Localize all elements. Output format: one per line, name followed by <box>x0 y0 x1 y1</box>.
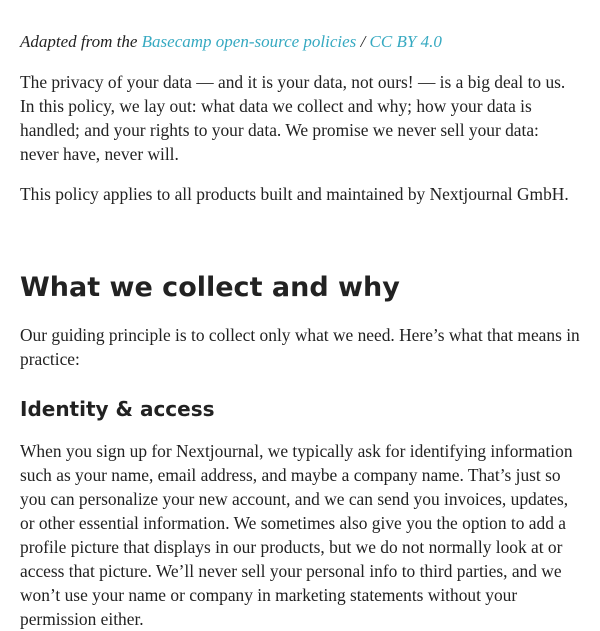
section-heading-what-we-collect: What we collect and why <box>20 272 400 303</box>
identity-access-paragraph: When you sign up for Nextjournal, we typically ask for identifying information such as your name, email address, and maybe a company name. That’s just so you can personalize your new account, and we can send you invoices, updates, or other essential information. We sometimes also give you the option to add a profile picture that displays in our products, but we do not normally look at or access that picture. We’ll never sell your personal info to third parties, and we won’t use your name or company in marketing statements without your permission either. <box>20 441 573 629</box>
scope-paragraph: This policy applies to all products built and maintained by Nextjournal GmbH. <box>20 184 569 204</box>
attribution-prefix: Adapted from the <box>20 32 142 51</box>
basecamp-policies-link[interactable]: Basecamp open-source policies <box>141 32 357 51</box>
attribution-separator: / <box>356 32 370 51</box>
cc-by-license-link[interactable]: CC BY 4.0 <box>369 32 442 51</box>
guiding-principle-paragraph: Our guiding principle is to collect only what we need. Here’s what that means in practice: <box>20 325 580 369</box>
subsection-heading-identity-access: Identity & access <box>20 397 215 421</box>
intro-paragraph: The privacy of your data — and it is your data, not ours! — is a big deal to us. In this policy, we lay out: what data we collect and why; how your data is handled; and your rights to your data. We promise we never sell your data: never have, never will. <box>20 72 566 164</box>
attribution-line <box>20 30 442 54</box>
